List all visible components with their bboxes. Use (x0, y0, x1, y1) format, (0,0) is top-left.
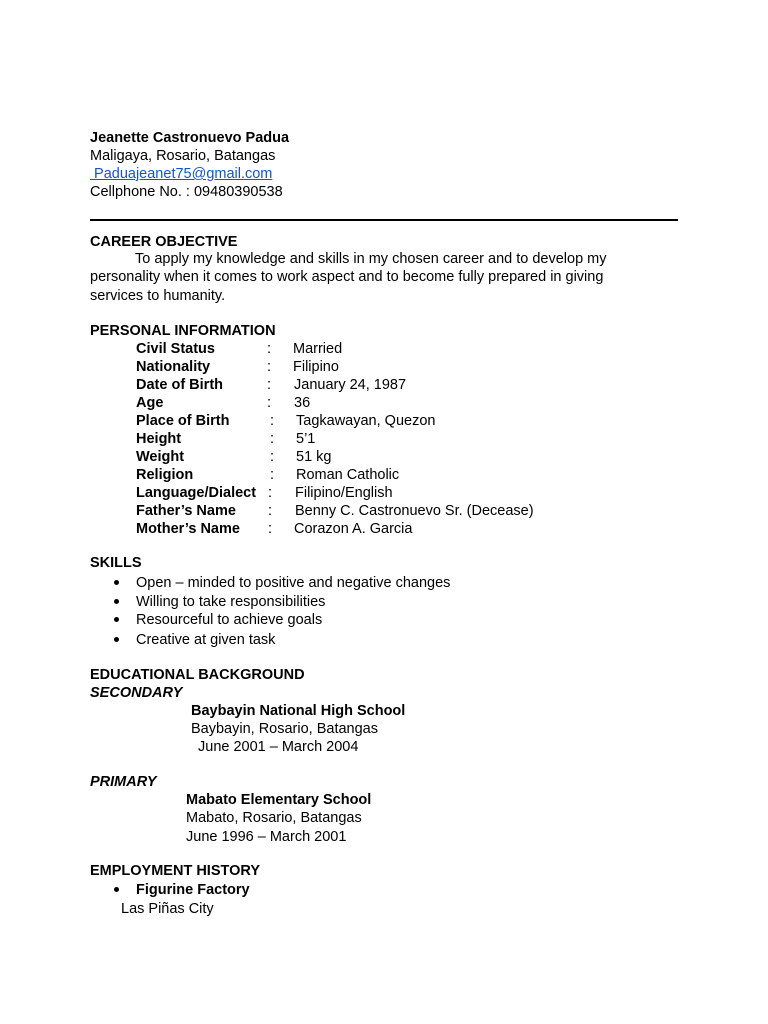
secondary-location: Baybayin, Rosario, Batangas (191, 721, 378, 737)
info-label: Place of Birth (136, 413, 230, 429)
primary-school: Mabato Elementary School (186, 792, 372, 808)
bullet-icon (114, 887, 119, 892)
info-label: Religion (136, 467, 194, 483)
info-separator: : (270, 413, 275, 429)
info-value: January 24, 1987 (294, 377, 407, 393)
primary-location: Mabato, Rosario, Batangas (186, 810, 362, 826)
email-link[interactable]: Paduajeanet75@gmail.com (94, 166, 273, 182)
info-label: Language/Dialect (136, 485, 257, 501)
info-separator: : (270, 467, 275, 483)
info-value: Filipino (293, 359, 339, 375)
career-objective-text: To apply my knowledge and skills in my chosen career and to develop my personality when it comes to work aspect and to become fully prepared in giving services to humanity. (90, 251, 607, 304)
phone-line: Cellphone No. : 09480390538 (90, 184, 283, 200)
bullet-icon (114, 599, 119, 604)
skill-text: Resourceful to achieve goals (136, 612, 323, 628)
skills-heading: SKILLS (90, 555, 142, 571)
primary-label: PRIMARY (90, 774, 157, 790)
employer-name: Figurine Factory (136, 882, 250, 898)
info-separator: : (268, 503, 273, 519)
personal-info-heading: PERSONAL INFORMATION (90, 323, 276, 339)
info-value: Married (293, 341, 343, 357)
info-separator: : (267, 359, 272, 375)
employer-location: Las Piñas City (121, 901, 214, 917)
career-objective-heading: CAREER OBJECTIVE (90, 234, 238, 250)
info-value: 51 kg (296, 449, 332, 465)
info-separator: : (268, 521, 273, 537)
bullet-icon (114, 617, 119, 622)
info-separator: : (267, 377, 272, 393)
header-divider (90, 219, 678, 221)
education-heading: EDUCATIONAL BACKGROUND (90, 667, 305, 683)
info-label: Height (136, 431, 182, 447)
info-value: Benny C. Castronuevo Sr. (Decease) (295, 503, 534, 519)
bullet-icon (114, 637, 119, 642)
info-label: Weight (136, 449, 185, 465)
info-separator: : (270, 449, 275, 465)
info-value: Tagkawayan, Quezon (296, 413, 436, 429)
info-separator: : (268, 485, 273, 501)
applicant-name: Jeanette Castronuevo Padua (90, 130, 290, 146)
info-separator: : (267, 341, 272, 357)
primary-dates: June 1996 – March 2001 (186, 829, 347, 845)
info-value: 36 (294, 395, 311, 411)
info-value: Roman Catholic (296, 467, 400, 483)
secondary-school: Baybayin National High School (191, 703, 406, 719)
info-separator: : (270, 431, 275, 447)
info-value: Corazon A. Garcia (294, 521, 413, 537)
info-label: Civil Status (136, 341, 215, 357)
skill-text: Open – minded to positive and negative changes (136, 575, 451, 591)
info-label: Nationality (136, 359, 211, 375)
skill-text: Willing to take responsibilities (136, 594, 326, 610)
email-line (90, 165, 272, 183)
bullet-icon (114, 580, 119, 585)
info-label: Mother’s Name (136, 521, 240, 537)
applicant-address: Maligaya, Rosario, Batangas (90, 148, 276, 164)
skill-text: Creative at given task (136, 632, 276, 648)
info-label: Date of Birth (136, 377, 223, 393)
info-value: Filipino/English (295, 485, 393, 501)
info-label: Age (136, 395, 164, 411)
employment-heading: EMPLOYMENT HISTORY (90, 863, 260, 879)
info-value: 5’1 (296, 431, 316, 447)
info-separator: : (267, 395, 272, 411)
info-label: Father’s Name (136, 503, 236, 519)
secondary-label: SECONDARY (90, 685, 183, 701)
secondary-dates: June 2001 – March 2004 (198, 739, 359, 755)
